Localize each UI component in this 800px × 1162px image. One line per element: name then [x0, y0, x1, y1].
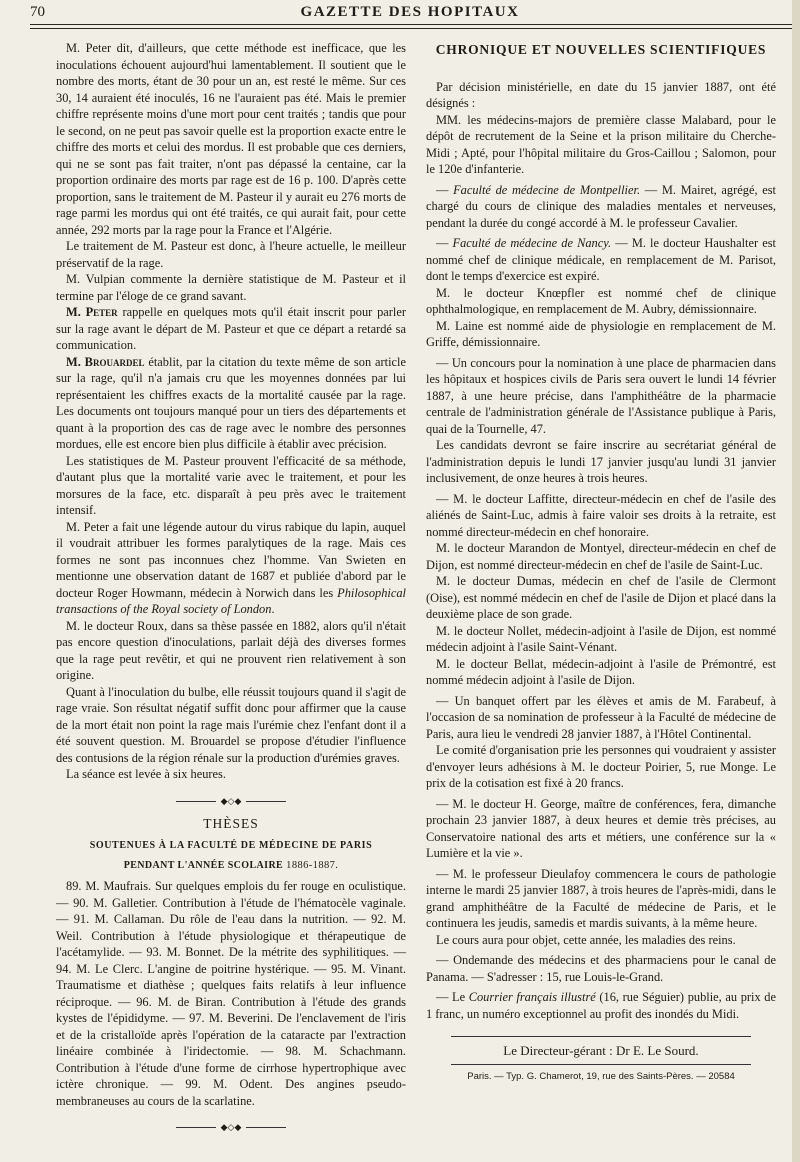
- section-divider: ◆◇◆: [176, 1127, 286, 1128]
- paragraph: — Un banquet offert par les élèves et amis de M. Farabeuf, à l'occasion de sa nomination de professeur à la Faculté de médecine de Paris, aura lieu le vendredi 28 janvier 1887, à l'Hôtel Continental.: [426, 693, 776, 741]
- paragraph: M. le docteur Bellat, médecin-adjoint à l'asile de Prémontré, est nommé médecin adjoint à l'asile de Dijon.: [426, 656, 776, 687]
- section-divider: ◆◇◆: [176, 801, 286, 802]
- paragraph: [56, 519, 406, 618]
- paragraph: M. le docteur Knœpfler est nommé chef de clinique ophthalmologique, en remplacement de M. Aubry, démissionnaire.: [426, 285, 776, 316]
- paragraph: — M. le professeur Dieulafoy commencera le cours de pathologie interne le mardi 25 janvier 1887, à trois heures de l'après-midi, dans le grand amphithéâtre de la Faculté de médecine de Paris, et le continuera les jeudis, samedis et mardis suivants, à la même heure.: [426, 866, 776, 930]
- paragraph: M. le docteur Roux, dans sa thèse passée en 1882, alors qu'il n'était pas encore question d'inoculations, parlait déjà des diverses formes que la rage peut revêtir, et qui ne prouvent rien relativement à son origine.: [56, 618, 406, 682]
- theses-subtitle-year: [56, 858, 406, 875]
- paragraph-text: .: [271, 602, 275, 616]
- institution-name: Faculté de médecine de Nancy.: [452, 236, 612, 250]
- paragraph-text: établit, par la citation du texte même de son article sur la rage, qu'il n'a jamais cru que les moyennes données par lui représentaient les chiffres exacts de la mortalité causée par la rage. Les documents ont toujours manqué pour un tiers des départements et quant à la proportion des cas de rage avec le nombre des personnes mordues, elle est encore bien plus difficile à établir avec précision.: [56, 354, 406, 451]
- left-column: [56, 40, 406, 1132]
- signature-rule: [451, 1036, 751, 1037]
- speaker-name: M. Peter: [66, 305, 118, 319]
- paragraph: — M. le docteur Laffitte, directeur-médecin en chef de l'asile des aliénés de Saint-Luc, admis à faire valoir ses droits à la retraite, est nommé directeur-médecin en chef honoraire.: [426, 491, 776, 539]
- paragraph: Quant à l'inoculation du bulbe, elle réussit toujours quand il s'agit de rage vraie. Son résultat négatif suffit donc pour affirmer que la cause de la mort était non point la rage mais l'urémie chez l'enfant dont il a été souvent question. M. Brouardel se propose d'étudier l'influence des contusions de la région rénale sur la production d'urémies graves.: [56, 684, 406, 765]
- paragraph-text: — Le: [436, 990, 469, 1004]
- theses-years: 1886-1887.: [286, 859, 339, 871]
- director-signature: Le Directeur-gérant : Dr E. Le Sourd.: [503, 1043, 699, 1058]
- paragraph: MM. les médecins-majors de première classe Malabard, pour le dépôt de recrutement de la Seine et la prison militaire du Cherche-Midi ; Apté, pour l'hôpital militaire du Gros-Caillou ; Salomon, pour le 120e d'infanterie.: [426, 112, 776, 176]
- paragraph-text: M. Peter a fait une légende autour du virus rabique du lapin, auquel il voudrait attribuer les formes paralytiques de la rage. Mais ces formes ne sont pas inconnues chez l'homme. Van Swieten en mentionne une observation datant de 1687 et publiée d'abord par le docteur Roger Howmann, médecin à Norwich dans les: [56, 519, 406, 600]
- running-title: GAZETTE DES HOPITAUX: [300, 4, 520, 20]
- page-number: 70: [30, 4, 45, 20]
- theses-subtitle: SOUTENUES À LA FACULTÉ DE MÉDECINE DE PARIS: [89, 840, 373, 851]
- paragraph: M. le docteur Nollet, médecin-adjoint à l'asile de Dijon, est nommé médecin adjoint à l'asile Saint-Vénant.: [426, 623, 776, 654]
- paragraph: [426, 989, 776, 1022]
- speaker-name: M. Brouardel: [66, 354, 145, 369]
- page-edge: [792, 0, 800, 1162]
- journal-title: Philosophical transactions of the Royal society of London: [56, 585, 406, 616]
- page-header: [30, 2, 790, 26]
- paragraph-text: (16, rue Séguier) publie, au prix de 1 franc, un numéro exceptionnel au profit des inondés du Midi.: [426, 990, 776, 1021]
- paragraph: — Faculté de médecine de Montpellier. — M. Mairet, agrégé, est chargé du cours de clinique des maladies mentales et nerveuses, pendant la durée du congé accordé à M. le professeur Cavalier.: [426, 182, 776, 230]
- paragraph: M. Laine est nommé aide de physiologie en remplacement de M. Griffe, démissionnaire.: [426, 318, 776, 349]
- paragraph: [56, 304, 406, 354]
- paragraph-text: — M. le docteur Haushalter est nommé chef de clinique médicale, en remplacement de M. Parisot, dont le temps d'exercice est expiré.: [426, 236, 776, 283]
- paragraph: — Faculté de médecine de Nancy. — M. le docteur Haushalter est nommé chef de clinique médicale, en remplacement de M. Parisot, dont le temps d'exercice est expiré.: [426, 236, 776, 283]
- paragraph: M. le docteur Dumas, médecin en chef de l'asile de Clermont (Oise), est nommé médecin en chef de l'asile de Dijon et placé dans la deuxième place de son grade.: [426, 574, 776, 621]
- header-rule: [30, 24, 792, 25]
- paragraph: — Un concours pour la nomination à une place de pharmacien dans les hôpitaux et hospices civils de Paris sera ouvert le lundi 14 février 1887, à une heure précise, dans l'amphithéâtre de la pharmacie centrale de l'administration générale de l'Assistance publique à Paris, quai de la Tournelle, 47.: [426, 355, 776, 436]
- paragraph: M. Vulpian commente la dernière statistique de M. Pasteur et il termine par l'éloge de ce grand savant.: [56, 272, 406, 303]
- theses-list: 89. M. Maufrais. Sur quelques emplois du fer rouge en oculistique. — 90. M. Galletier. Contribution à l'étude de l'hématocèle vaginale. — 91. M. Callaman. Du rôle de l'eau dans la nutrition. — 92. M. Weil. Contribution à l'étude physiologique et thérapeutique de l'acétamylide. — 93. M. Bonnet. De la métrite des syphilitiques. — 94. M. Le Clerc. L'angine de poitrine hystérique. — 95. M. Vinant. Traumatisme et diathèse ; quelques faits relatifs à leur influence réciproque. — 96. M. de Biran. Contribution à l'étude des grands kystes de l'épididyme. — 97. M. Beverini. De l'enclavement de l'iris et de la cristalloïde après l'opération de la cataracte par l'extraction linéaire combinée à l'iridectomie. — 98. M. Schachmann. Contribution à l'étude d'une forme de cirrhose hypertrophique avec ictère chronique. — 99. M. Odent. Des angines pseudo-membraneuses au cours de la scarlatine.: [56, 879, 406, 1108]
- institution-name: Faculté de médecine de Montpellier.: [453, 182, 641, 197]
- paragraph-text: rappelle en quelques mots qu'il était inscrit pour parler sur la rage avant le départ de M. Pasteur et que ce départ a retardé sa communication.: [56, 305, 406, 352]
- paragraph: M. Peter dit, d'ailleurs, que cette méthode est inefficace, que les inoculations échouent aujourd'hui lamentablement. Il soutient que le nombre des morts, étant de 30 pour un an, est resté le même. Sur ces 30, 14 auraient été inoculés, 16 ne l'auraient pas été. Mais le premier chiffre représente moins d'une mort pour cent traités ; tandis que pour le second, on ne peut pas savoir quelle est la proportion exacte entre le chiffre des morts et celui des mordus. Il est probable que ces derniers, qui ne se sont pas fait traiter, n'ont pas dépassé la centaine, car la proportion ordinaire des morts par rage est de 16 p. 100. D'après cette proportion, sans le traitement de M. Pasteur il y aurait eu 276 morts de rage parmi les mordus qui ont été traités, ce qui aurait fait, pour cette année, 292 morts par la rage pour la France et l'Algérie.: [56, 41, 406, 237]
- paragraph: M. le docteur Marandon de Montyel, directeur-médecin en chef de Dijon, est nommé directeur-médecin en chef de l'asile de Saint-Luc.: [426, 541, 776, 572]
- paragraph: Le comité d'organisation prie les personnes qui voudraient y assister d'envoyer leurs adhésions à M. le docteur Poirier, 5, rue Monge. Le prix de la cotisation est fixé à 20 francs.: [426, 743, 776, 790]
- paragraph: Le cours aura pour objet, cette année, les maladies des reins.: [436, 932, 736, 947]
- theses-subtitle-prefix: PENDANT L'ANNÉE SCOLAIRE: [123, 859, 284, 871]
- paragraph: Le traitement de M. Pasteur est donc, à l'heure actuelle, le meilleur préservatif de la rage.: [56, 239, 406, 270]
- right-column: [426, 40, 776, 1085]
- header-rule-double: [30, 28, 792, 29]
- paragraph: La séance est levée à six heures.: [66, 767, 226, 781]
- signature-rule-bottom: [451, 1064, 751, 1065]
- section-title: CHRONIQUE ET NOUVELLES SCIENTIFIQUES: [435, 42, 767, 57]
- paragraph: — Ondemande des médecins et des pharmaciens pour le canal de Panama. — S'adresser : 15, rue Louis-le-Grand.: [426, 953, 776, 984]
- paragraph: [56, 354, 406, 453]
- paragraph: — M. le docteur H. George, maître de conférences, fera, dimanche prochain 23 janvier 1887, à deux heures et demie très précises, au Conservatoire national des arts et métiers, une conférence sur la « Lumière et la vie ».: [426, 796, 776, 860]
- paragraph-text: — M. Mairet, agrégé, est chargé du cours de clinique des maladies mentales et nerveuses, pendant la durée du congé accordé à M. le professeur Cavalier.: [426, 182, 776, 230]
- paragraph: Les candidats devront se faire inscrire au secrétariat général de l'administration depuis le lundi 17 janvier jusqu'au lundi 31 janvier inclusivement, de onze heures à trois heures.: [426, 438, 776, 485]
- theses-title: THÈSES: [203, 815, 259, 831]
- paragraph: Les statistiques de M. Pasteur prouvent l'efficacité de sa méthode, d'autant plus que la mortalité varie avec le traitement, et pour les morsures de la face, etc. disparaît à peu près avec le traitement intensif.: [56, 453, 406, 517]
- publication-name: Courrier français illustré: [468, 990, 596, 1004]
- printer-imprint: Paris. — Typ. G. Chamerot, 19, rue des Saints-Pères. — 20584: [467, 1070, 735, 1082]
- paragraph: Par décision ministérielle, en date du 15 janvier 1887, ont été désignés :: [426, 79, 776, 110]
